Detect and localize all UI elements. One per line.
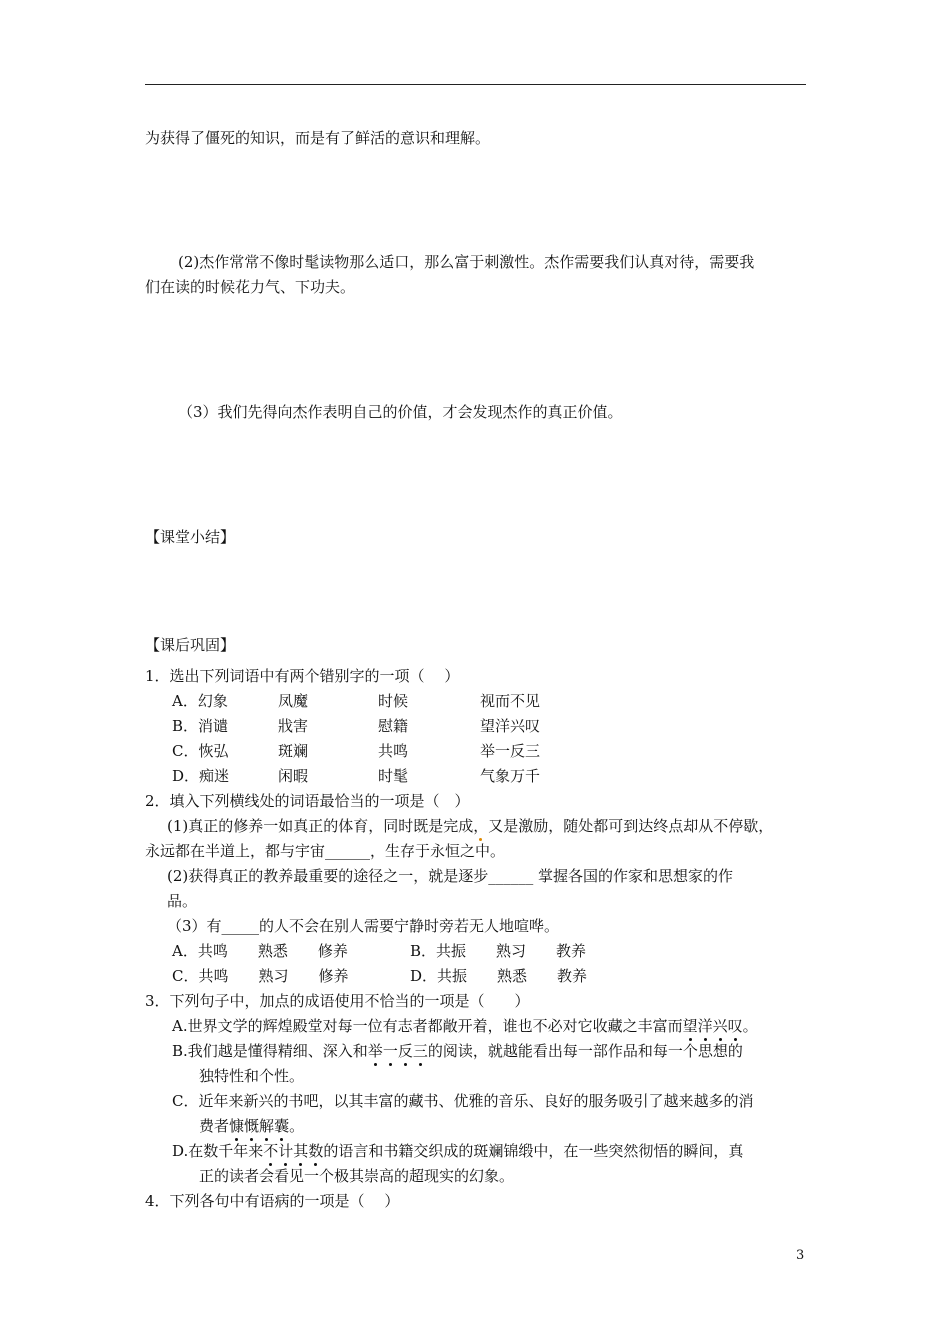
q3-b-idiom-char: 举 [367,1042,383,1060]
q3-d-idiom-char: 不 [263,1142,279,1160]
q3-option-b-line-1 [172,1041,743,1061]
q2-s1-part-a: (1)真正的修养一如真正的体育，同时既是完成 [167,817,474,835]
q2-sentence-3: （3）有_____的人不会在别人需要宁静时旁若无人地喧哗。 [167,917,560,935]
q3-c-text-end: 。 [289,1117,305,1135]
item-3: （3）我们先得向杰作表明自己的价值，才会发现杰作的真正价值。 [178,403,623,421]
q2-option-c: C．共鸣 熟习 修养 [172,967,349,985]
q3-option-b-line-2: 独特性和个性。 [199,1067,305,1085]
item-2-line-2: 们在读的时候花力气、下功夫。 [145,278,356,296]
q3-d-text: D.在数千年来 [172,1142,264,1160]
q3-d-idiom-char: 数 [308,1142,324,1160]
q3-b-idiom-char: 反 [397,1042,413,1060]
q3-b-text-end: 的阅读，就越能看出每一部作品和每一个思想的 [427,1042,743,1060]
q3-a-idiom-char: 望 [682,1017,698,1035]
q2-sentence-1-line-1 [167,816,773,836]
q3-c-idiom-char: 慷 [229,1117,245,1135]
q3-c-idiom-char: 解 [259,1117,275,1135]
q1-option-a-label: A．幻象 [172,692,228,710]
item-2-line-1: (2)杰作常常不像时髦读物那么适口，那么富于刺激性。杰作需要我们认真对待，需要我 [178,253,755,271]
q1-option-d-label: D．痴迷 [172,767,230,785]
q1-option-b-word3: 慰籍 [378,717,409,735]
q1-option-a-word3: 时候 [378,692,409,710]
q2-s1-part-b: 又是激励，随处都可到达终点却从不停歇， [488,817,774,835]
q4-stem: 4．下列各句中有语病的一项是（ ） [145,1192,400,1210]
q1-option-c-word3: 共鸣 [378,742,409,760]
q3-option-a [172,1016,758,1036]
q1-option-c-word2: 斑斓 [278,742,309,760]
q2-sentence-2-line-1: (2)获得真正的教养最重要的途径之一，就是逐步______ 掌握各国的作家和思想家的作 [167,867,734,885]
q3-d-idiom-char: 计 [278,1142,294,1160]
q1-option-d-word3: 时髦 [378,767,409,785]
q2-s1-dotted-comma: ， [473,817,489,835]
intro-tail: 为获得了僵死的知识，而是有了鲜活的意识和理解。 [145,129,491,147]
q3-a-idiom-char: 洋 [697,1017,713,1035]
q1-option-b-word4: 望洋兴叹 [480,717,541,735]
page-number: 3 [796,1248,805,1263]
q2-sentence-2-line-2: 品。 [167,892,198,910]
q1-option-d-word2: 闲暇 [278,767,309,785]
q3-option-d-line-1 [172,1141,743,1161]
q2-option-d: D．共振 熟悉 教养 [410,967,588,985]
q2-stem: 2．填入下列横线处的词语最恰当的一项是（ ） [145,792,470,810]
q3-d-idiom-char: 其 [293,1142,309,1160]
q1-option-b-word2: 戕害 [278,717,309,735]
q2-option-a: A．共鸣 熟悉 修养 [172,942,348,960]
q3-d-text-end: 的语言和书籍交织成的斑斓锦缎中，在一些突然彻悟的瞬间，真 [323,1142,744,1160]
q3-a-text-end: 。 [742,1017,758,1035]
q3-b-idiom-char: 三 [412,1042,428,1060]
q3-c-text: 费者 [199,1117,230,1135]
q2-option-b: B．共振 熟习 教养 [410,942,587,960]
q3-b-text: B.我们越是懂得精细、深入和 [172,1042,368,1060]
q3-a-idiom-char: 兴 [712,1017,728,1035]
q3-option-d-line-2: 正的读者会看见一个极其崇高的超现实的幻象。 [199,1167,515,1185]
summary-heading: 【课堂小结】 [145,528,236,546]
q3-stem: 3．下列句子中，加点的成语使用不恰当的一项是（ ） [145,992,530,1010]
q2-sentence-1-line-2: 永远都在半道上，都与宇宙______，生存于永恒之中。 [145,842,506,860]
q3-c-idiom-char: 囊 [274,1117,290,1135]
q1-option-c-label: C．恢弘 [172,742,229,760]
q1-stem: 1．选出下列词语中有两个错别字的一项（ ） [145,667,460,685]
header-rule [145,84,806,85]
q3-option-c-line-2 [199,1116,304,1136]
q3-b-idiom-char: 一 [382,1042,398,1060]
q3-option-c-line-1: C．近年来新兴的书吧，以其丰富的藏书、优雅的音乐、良好的服务吸引了越来越多的消 [172,1092,754,1110]
q3-c-idiom-char: 慨 [244,1117,260,1135]
consolidate-heading: 【课后巩固】 [145,636,236,654]
q3-a-idiom-char: 叹 [727,1017,743,1035]
q1-option-d-word4: 气象万千 [480,767,541,785]
q1-option-b-label: B．消谴 [172,717,229,735]
q3-a-text: A.世界文学的辉煌殿堂对每一位有志者都敞开着，谁也不必对它收藏之丰富而 [172,1017,683,1035]
q1-option-a-word4: 视而不见 [480,692,541,710]
q1-option-c-word4: 举一反三 [480,742,541,760]
q1-option-a-word2: 凤魔 [278,692,309,710]
